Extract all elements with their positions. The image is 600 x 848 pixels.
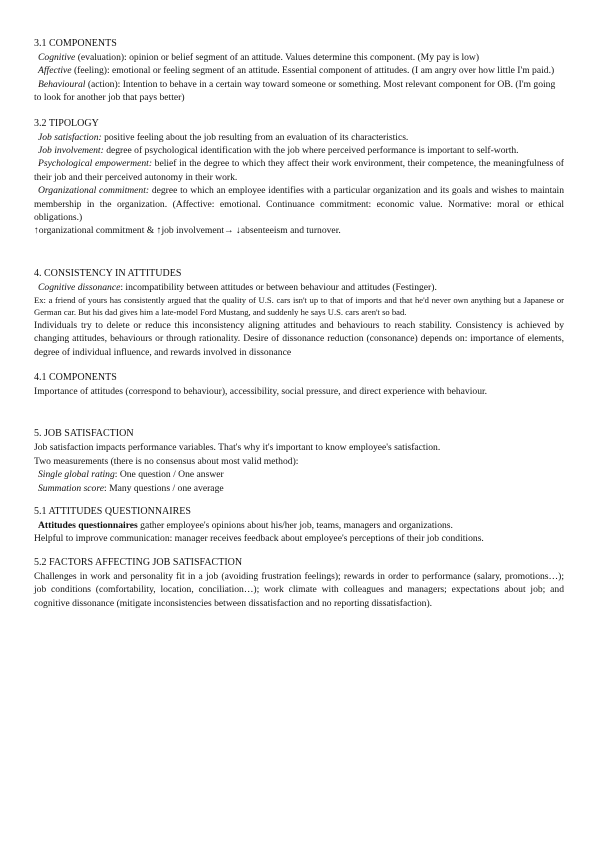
text-organizational-commitment: degree to which an employee identifies with a particular organization and its goals and wishes to maintain membership in the organization. (Affective: emotional. Continuance commitment: economic value. Normative: moral or ethical obligations.): [34, 185, 564, 224]
term-cognitive: Cognitive: [38, 52, 76, 63]
paragraph-impact: Job satisfaction impacts performance variables. That's why it's important to know employee's satisfaction.: [34, 442, 441, 454]
paragraph-cognitive-dissonance: [34, 281, 564, 294]
paragraph-job-satisfaction: [34, 131, 564, 144]
section-3-1: [34, 37, 564, 105]
section-5: [34, 427, 564, 495]
text-affective: (feeling): emotional or feeling segment of an attitude. Essential component of attitudes. (I am angry over how little I'm paid.): [71, 65, 555, 77]
text-cognitive: (evaluation): opinion or belief segment of an attitude. Values determine this component. (My pay is low): [75, 52, 480, 63]
paragraph-questionnaires: [34, 519, 564, 532]
paragraph-factors: Challenges in work and personality fit in a job (avoiding frustration feelings); rewards in order to performance (salary, promotions…); job conditions (comfortability, location, conciliation…); work climate with colleagues and managers; expectations about job; and cognitive dissonance (mitigate inconsistencies between dissatisfaction and no reporting dissatisfaction).: [34, 570, 564, 609]
section-heading: 5. JOB SATISFACTION: [34, 428, 134, 440]
term-cognitive-dissonance: Cognitive dissonance: [38, 281, 121, 293]
section-4: [34, 267, 564, 359]
arrow-summary-line: ↑organizational commitment & ↑job involvement→ ↓absenteeism and turnover.: [34, 225, 341, 237]
section-heading: 5.2 FACTORS AFFECTING JOB SATISFACTION: [34, 556, 243, 568]
paragraph-communication: Helpful to improve communication: manager receives feedback about employee's perceptions of their job conditions.: [34, 533, 484, 545]
section-5-2: [34, 556, 564, 610]
section-heading: 3.1 COMPONENTS: [34, 38, 117, 49]
section-heading: 3.2 TIPOLOGY: [34, 117, 99, 129]
paragraph-behavioural: [34, 78, 564, 105]
paragraph-cognitive: [34, 51, 564, 64]
item-single-global-rating: [34, 468, 564, 481]
section-heading: 4. CONSISTENCY IN ATTITUDES: [34, 267, 182, 279]
section-3-2: [34, 117, 564, 238]
term-summation-score: Summation score: [38, 482, 104, 494]
document-page: [34, 37, 564, 610]
text-single-global-rating: : One question / One answer: [114, 469, 224, 481]
term-job-satisfaction: Job satisfaction:: [38, 131, 102, 143]
term-behavioural: Behavioural: [38, 78, 86, 90]
text-job-satisfaction: positive feeling about the job resulting from an evaluation of its characteristics.: [101, 131, 409, 143]
term-single-global-rating: Single global rating: [38, 469, 115, 481]
paragraph-psychological-empowerment: [34, 157, 564, 184]
text-psychological-empowerment: belief in the degree to which they affect their work environment, their competence, the meaningfulness of their job and their perceived autonomy in their work.: [34, 158, 564, 183]
section-5-1: [34, 505, 564, 546]
paragraph-components: Importance of attitudes (correspond to behaviour), accessibility, social pressure, and direct experience with behaviour.: [34, 385, 488, 397]
term-affective: Affective: [38, 65, 72, 77]
text-job-involvement: degree of psychological identification with the job where perceived performance is important to self-worth.: [103, 145, 519, 157]
paragraph-affective: [34, 64, 564, 77]
paragraph-measurements: Two measurements (there is no consensus about most valid method):: [34, 455, 299, 467]
section-4-1: [34, 371, 564, 398]
section-heading: 4.1 COMPONENTS: [34, 371, 117, 383]
text-questionnaires: gather employee's opinions about his/her job, teams, managers and organizations.: [137, 519, 453, 531]
item-summation-score: [34, 482, 564, 495]
section-heading: 5.1 ATTITUDES QUESTIONNAIRES: [34, 505, 191, 517]
example-paragraph: Ex: a friend of yours has consistently argued that the quality of U.S. cars isn't up to that of imports and that he'd never own anything but a Japanese or German car. But his dad gives him a late-model Ford Mustang, and suddenly he says U.S. cars aren't so bad.: [34, 295, 564, 318]
term-psychological-empowerment: Psychological empowerment:: [38, 158, 153, 170]
paragraph-consistency: Individuals try to delete or reduce this inconsistency aligning attitudes and behaviours to reach stability. Consistency is achieved by changing attitudes, behaviours or through rationality. Desire of dissonance reduction (consonance) depends on: importance of elements, degree of individual influence, and rewards involved in dissonance: [34, 319, 564, 358]
text-behavioural: (action): Intention to behave in a certain way toward someone or something. Most relevant component for OB. (I'm going to look for another job that pays better): [34, 78, 556, 104]
term-attitudes-questionnaires: Attitudes questionnaires: [38, 519, 138, 531]
paragraph-job-involvement: [34, 144, 564, 157]
term-organizational-commitment: Organizational commitment:: [38, 185, 150, 197]
text-cognitive-dissonance: : incompatibility between attitudes or between behaviour and attitudes (Festinger).: [120, 281, 437, 293]
term-job-involvement: Job involvement:: [38, 145, 104, 157]
text-summation-score: : Many questions / one average: [104, 482, 224, 494]
paragraph-organizational-commitment: [34, 184, 564, 224]
